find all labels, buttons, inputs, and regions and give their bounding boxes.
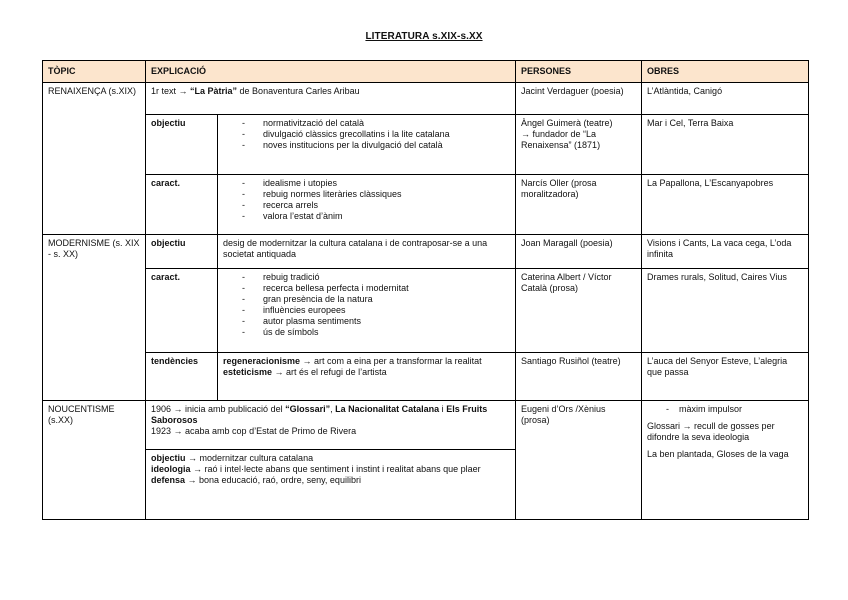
topic-renaixenca: RENAIXENÇA (s.XIX) <box>43 83 146 235</box>
renaixenca-caract-list <box>218 175 516 235</box>
table-row <box>43 235 809 269</box>
table-header-row <box>43 61 809 83</box>
list-item: - divulgació clàssics grecollatins i la lite catalana <box>223 129 510 140</box>
modernisme-caract-label: caract. <box>146 269 218 353</box>
renaixenca-first-text: 1r text → “La Pàtria” de Bonaventura Carles Aribau <box>146 83 516 115</box>
list-item: - influències europees <box>223 305 510 316</box>
persona-dors: Eugeni d’Ors /Xènius (prosa) <box>516 401 642 520</box>
table-row <box>43 269 809 353</box>
list-item: - idealisme i utopies <box>223 178 510 189</box>
renaixenca-objectiu-list <box>218 115 516 175</box>
table-row <box>43 83 809 115</box>
list-item: - recerca bellesa perfecta i modernitat <box>223 283 510 294</box>
modernisme-tendencies-label: tendències <box>146 353 218 401</box>
header-explicacio: EXPLICACIÓ <box>146 61 516 83</box>
table-row <box>43 175 809 235</box>
list-item: - valora l’estat d’ànim <box>223 211 510 222</box>
la-patria-title: “La Pàtria” <box>190 86 238 96</box>
obres-dors: - màxim impulsor Glossari → recull de gosses per difondre la seva ideologia La ben plantada, Gloses de la vaga <box>642 401 809 520</box>
table-row <box>43 353 809 401</box>
noucentisme-details: objectiu → modernitzar cultura catalana ideologia → raó i intel·lecte abans que sentiment i instint i realitat abans que plaer defensa → bona educació, raó, ordre, seny, equilibri <box>146 450 516 520</box>
persona-verdaguer: Jacint Verdaguer (poesia) <box>516 83 642 115</box>
renaixenca-objectiu-label: objectiu <box>146 115 218 175</box>
list-item: - màxim impulsor <box>647 404 803 415</box>
list-item: - autor plasma sentiments <box>223 316 510 327</box>
persona-oller: Narcís Oller (prosa moralitzadora) <box>516 175 642 235</box>
modernisme-objectiu-text: desig de modernitzar la cultura catalana i de contraposar-se a una societat antiquada <box>218 235 516 269</box>
persona-rusinol: Santiago Rusiñol (teatre) <box>516 353 642 401</box>
persona-maragall: Joan Maragall (poesia) <box>516 235 642 269</box>
table-row <box>43 401 809 450</box>
tendencia-regeneracionisme: regeneracionisme → art com a eina per a transformar la realitat <box>223 356 482 366</box>
obres-oller: La Papallona, L’Escanyapobres <box>642 175 809 235</box>
tendencia-esteticisme: esteticisme → art és el refugi de l’artista <box>223 367 387 377</box>
literature-table <box>42 60 809 520</box>
renaixenca-caract-label: caract. <box>146 175 218 235</box>
obres-rusinol: L’auca del Senyor Esteve, L’alegria que passa <box>642 353 809 401</box>
modernisme-caract-list <box>218 269 516 353</box>
persona-catala: Caterina Albert / Víctor Català (prosa) <box>516 269 642 353</box>
list-item: - rebuig tradició <box>223 272 510 283</box>
list-item: - gran presència de la natura <box>223 294 510 305</box>
list-item: - rebuig normes literàries clàssiques <box>223 189 510 200</box>
list-item: - ús de símbols <box>223 327 510 338</box>
page-title: LITERATURA s.XIX-s.XX <box>365 31 483 42</box>
obres-verdaguer: L’Atlàntida, Canigó <box>642 83 809 115</box>
list-item: - recerca arrels <box>223 200 510 211</box>
list-item: - noves institucions per la divulgació del català <box>223 140 510 151</box>
obres-catala: Drames rurals, Solitud, Caires Vius <box>642 269 809 353</box>
header-persones: PERSONES <box>516 61 642 83</box>
modernisme-tendencies-text <box>218 353 516 401</box>
noucentisme-dates: 1906 → inicia amb publicació del “Glossari”, La Nacionalitat Catalana i Els Fruits Saborosos 1923 → acaba amb cop d’Estat de Primo de Rivera <box>146 401 516 450</box>
header-topic: TÒPIC <box>43 61 146 83</box>
modernisme-objectiu-label: objectiu <box>146 235 218 269</box>
topic-noucentisme: NOUCENTISME (s.XX) <box>43 401 146 520</box>
persona-guimera: Àngel Guimerà (teatre) → fundador de “La Renaixensa” (1871) <box>516 115 642 175</box>
table-row <box>43 115 809 175</box>
topic-modernisme: MODERNISME (s. XIX - s. XX) <box>43 235 146 401</box>
list-item: - normativització del català <box>223 118 510 129</box>
header-obres: OBRES <box>642 61 809 83</box>
obres-maragall: Visions i Cants, La vaca cega, L’oda infinita <box>642 235 809 269</box>
obres-guimera: Mar i Cel, Terra Baixa <box>642 115 809 175</box>
